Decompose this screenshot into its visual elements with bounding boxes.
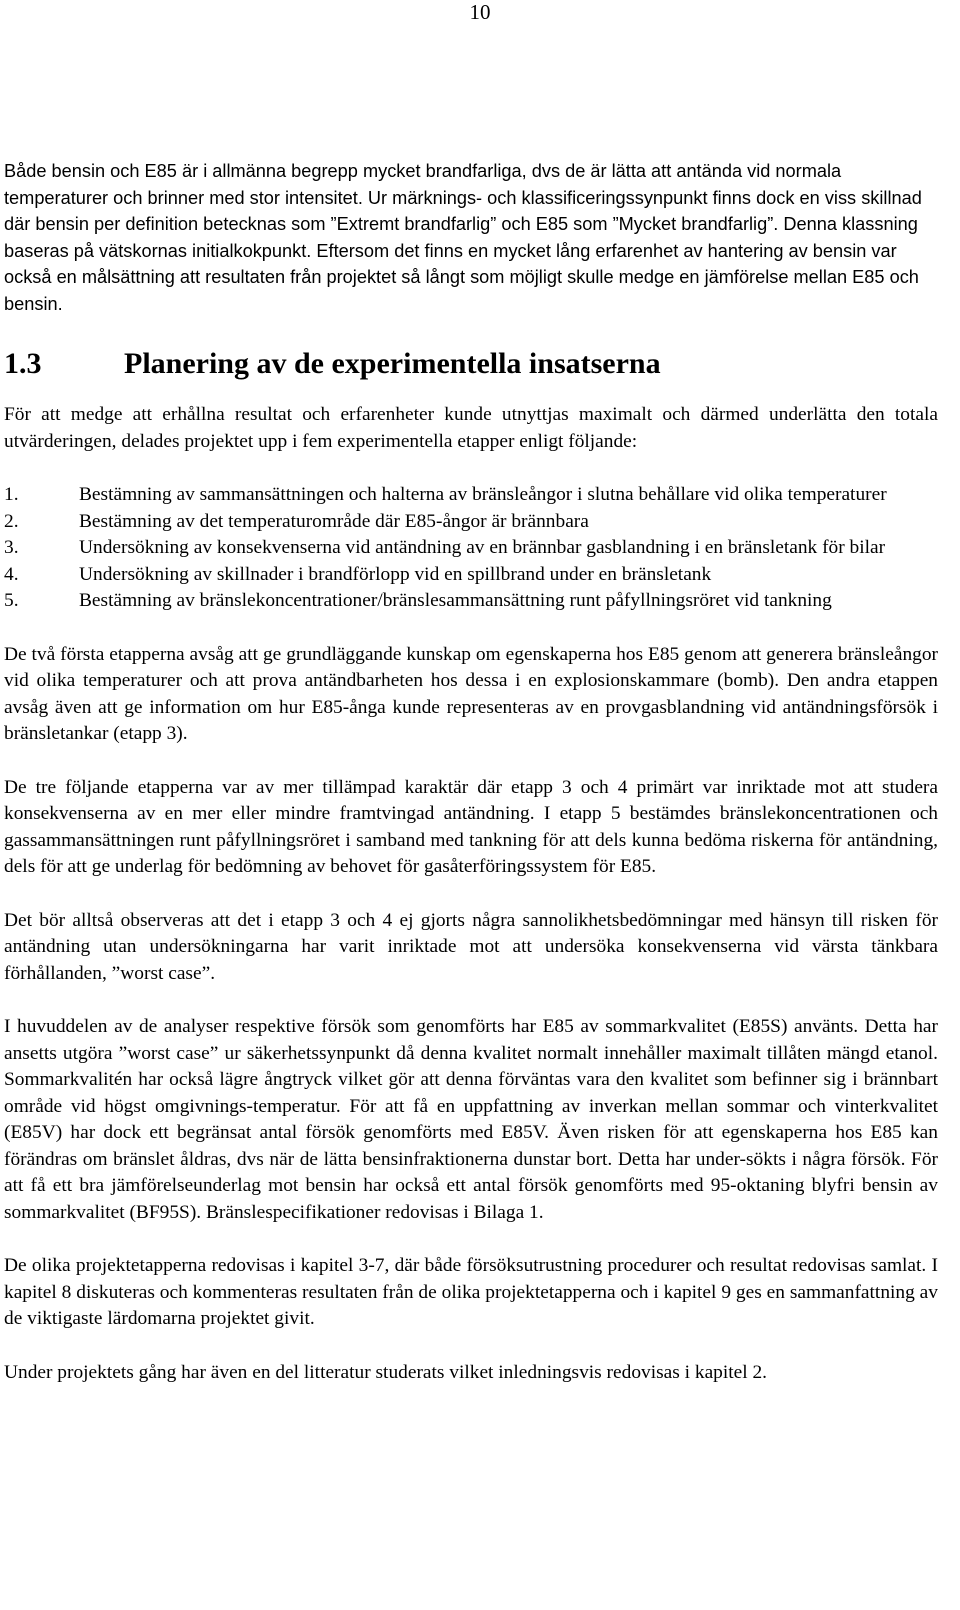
- list-item: 1. Bestämning av sammansättningen och halterna av bränsleångor i slutna behållare vid olika temperaturer: [4, 484, 887, 505]
- paragraph-literature: Under projektets gång har även en del litteratur studerats vilket inledningsvis redovisas i kapitel 2.: [4, 1361, 768, 1383]
- paragraph-chapters: De olika projektetapperna redovisas i kapitel 3-7, där både försöksutrustning procedurer och resultat redovisas samlat. I kapitel 8 diskuteras och kommenteras resultaten från de olika projektetapperna och i kapitel 9 ges en sammanfattning av de viktigaste lärdomarna projektet givit.: [4, 1255, 938, 1329]
- page-number: 10: [469, 0, 491, 24]
- section-number: 1.3: [4, 347, 42, 380]
- list-item: 5. Bestämning av bränslekoncentrationer/bränslesammansättning runt påfyllningsröret vid tankning: [4, 590, 832, 611]
- list-item: 3. Undersökning av konsekvenserna vid antändning av en brännbar gasblandning i en bränsletank för bilar: [4, 537, 886, 558]
- paragraph-stages-3-5: De tre följande etapperna var av mer tillämpad karaktär där etapp 3 och 4 primärt var inriktade mot att studera konsekvenserna av en mer eller mindre framtvingad antändning. I etapp 5 bestämdes bränslekoncentrationen och gassammansättningen runt påfyllningsröret i samband med tankning för att dels kunna bedöma riskerna för antändning, dels för att ge underlag för bedömning av behovet för gasåterföringssystem för E85.: [4, 776, 938, 877]
- section-title: Planering av de experimentella insatserna: [124, 347, 661, 380]
- paragraph-intro: För att medge att erhållna resultat och erfarenheter kunde utnyttjas maximalt och därmed underlätta den totala utvärderingen, delades projektet upp i fem experimentella etapper enligt följande:: [4, 404, 938, 452]
- paragraph-fuel-quality: I huvuddelen av de analyser respektive försök som genomförts har E85 av sommarkvalitet (E85S) använts. Detta har ansetts utgöra ”worst case” ur säkerhetssynpunkt då denna kvalitet normalt innehåller maximalt tillåten mängd etanol. Sommarkvalitén har också lägre ångtryck vilket gör att denna förväntas vara den kvalitet som befinner sig i brännbart område vid högst omgivnings-temperatur. För att få en uppfattning av inverkan mellan sommar och vinterkvalitet (E85V) har dock ett begränsat antal försök genomförts med E85V. Även risken för att egenskaperna hos E85 kan förändras om bränslet åldras, dvs när de lätta bensinfraktionerna dunstar bort. Detta har under-sökts i några försök. För att få ett bra jämförelseunderlag mot bensin har också ett antal försök genomförts med 95-oktaning blyfri bensin av sommarkvalitet (BF95S). Bränslespecifikationer redovisas i Bilaga 1.: [4, 1016, 938, 1223]
- paragraph-flammability: Både bensin och E85 är i allmänna begrepp mycket brandfarliga, dvs de är lätta att antända vid normala temperaturer och brinner med stor intensitet. Ur märknings- och klassificeringssynpunkt finns dock en viss skillnad där bensin per definition betecknas som ”Extremt brandfarlig” och E85 som ”Mycket brandfarlig”. Denna klassning baseras på vätskornas initialkokpunkt. Eftersom det finns en mycket lång erfarenhet av hantering av bensin var också en målsättning att resultaten från projektet så långt som möjligt skulle medge en jämförelse mellan E85 och bensin.: [4, 161, 922, 314]
- list-item: 2. Bestämning av det temperaturområde där E85-ångor är brännbara: [4, 510, 589, 532]
- stage-list: [4, 482, 938, 615]
- paragraph-worst-case: Det bör alltså observeras att det i etapp 3 och 4 ej gjorts några sannolikhetsbedömningar med hänsyn till risken för antändning utan undersökningarna har varit inriktade mot att undersöka konsekvenserna vid värsta tänkbara förhållanden, ”worst case”.: [4, 909, 938, 984]
- section-heading: [4, 344, 938, 384]
- paragraph-stages-1-2: De två första etapperna avsåg att ge grundläggande kunskap om egenskaperna hos E85 genom att generera bränsleångor vid olika temperaturer och att prova antändbarheten hos dessa i en explosionskammare (bomb). Den andra etappen avsåg även att ge information om hur E85-ånga kunde representeras av en provgasblandning vid antändningsförsök i bränsletankar (etapp 3).: [4, 643, 938, 744]
- document-body: [4, 158, 938, 1413]
- list-item: 4. Undersökning av skillnader i brandförlopp vid en spillbrand under en bränsletank: [4, 563, 712, 585]
